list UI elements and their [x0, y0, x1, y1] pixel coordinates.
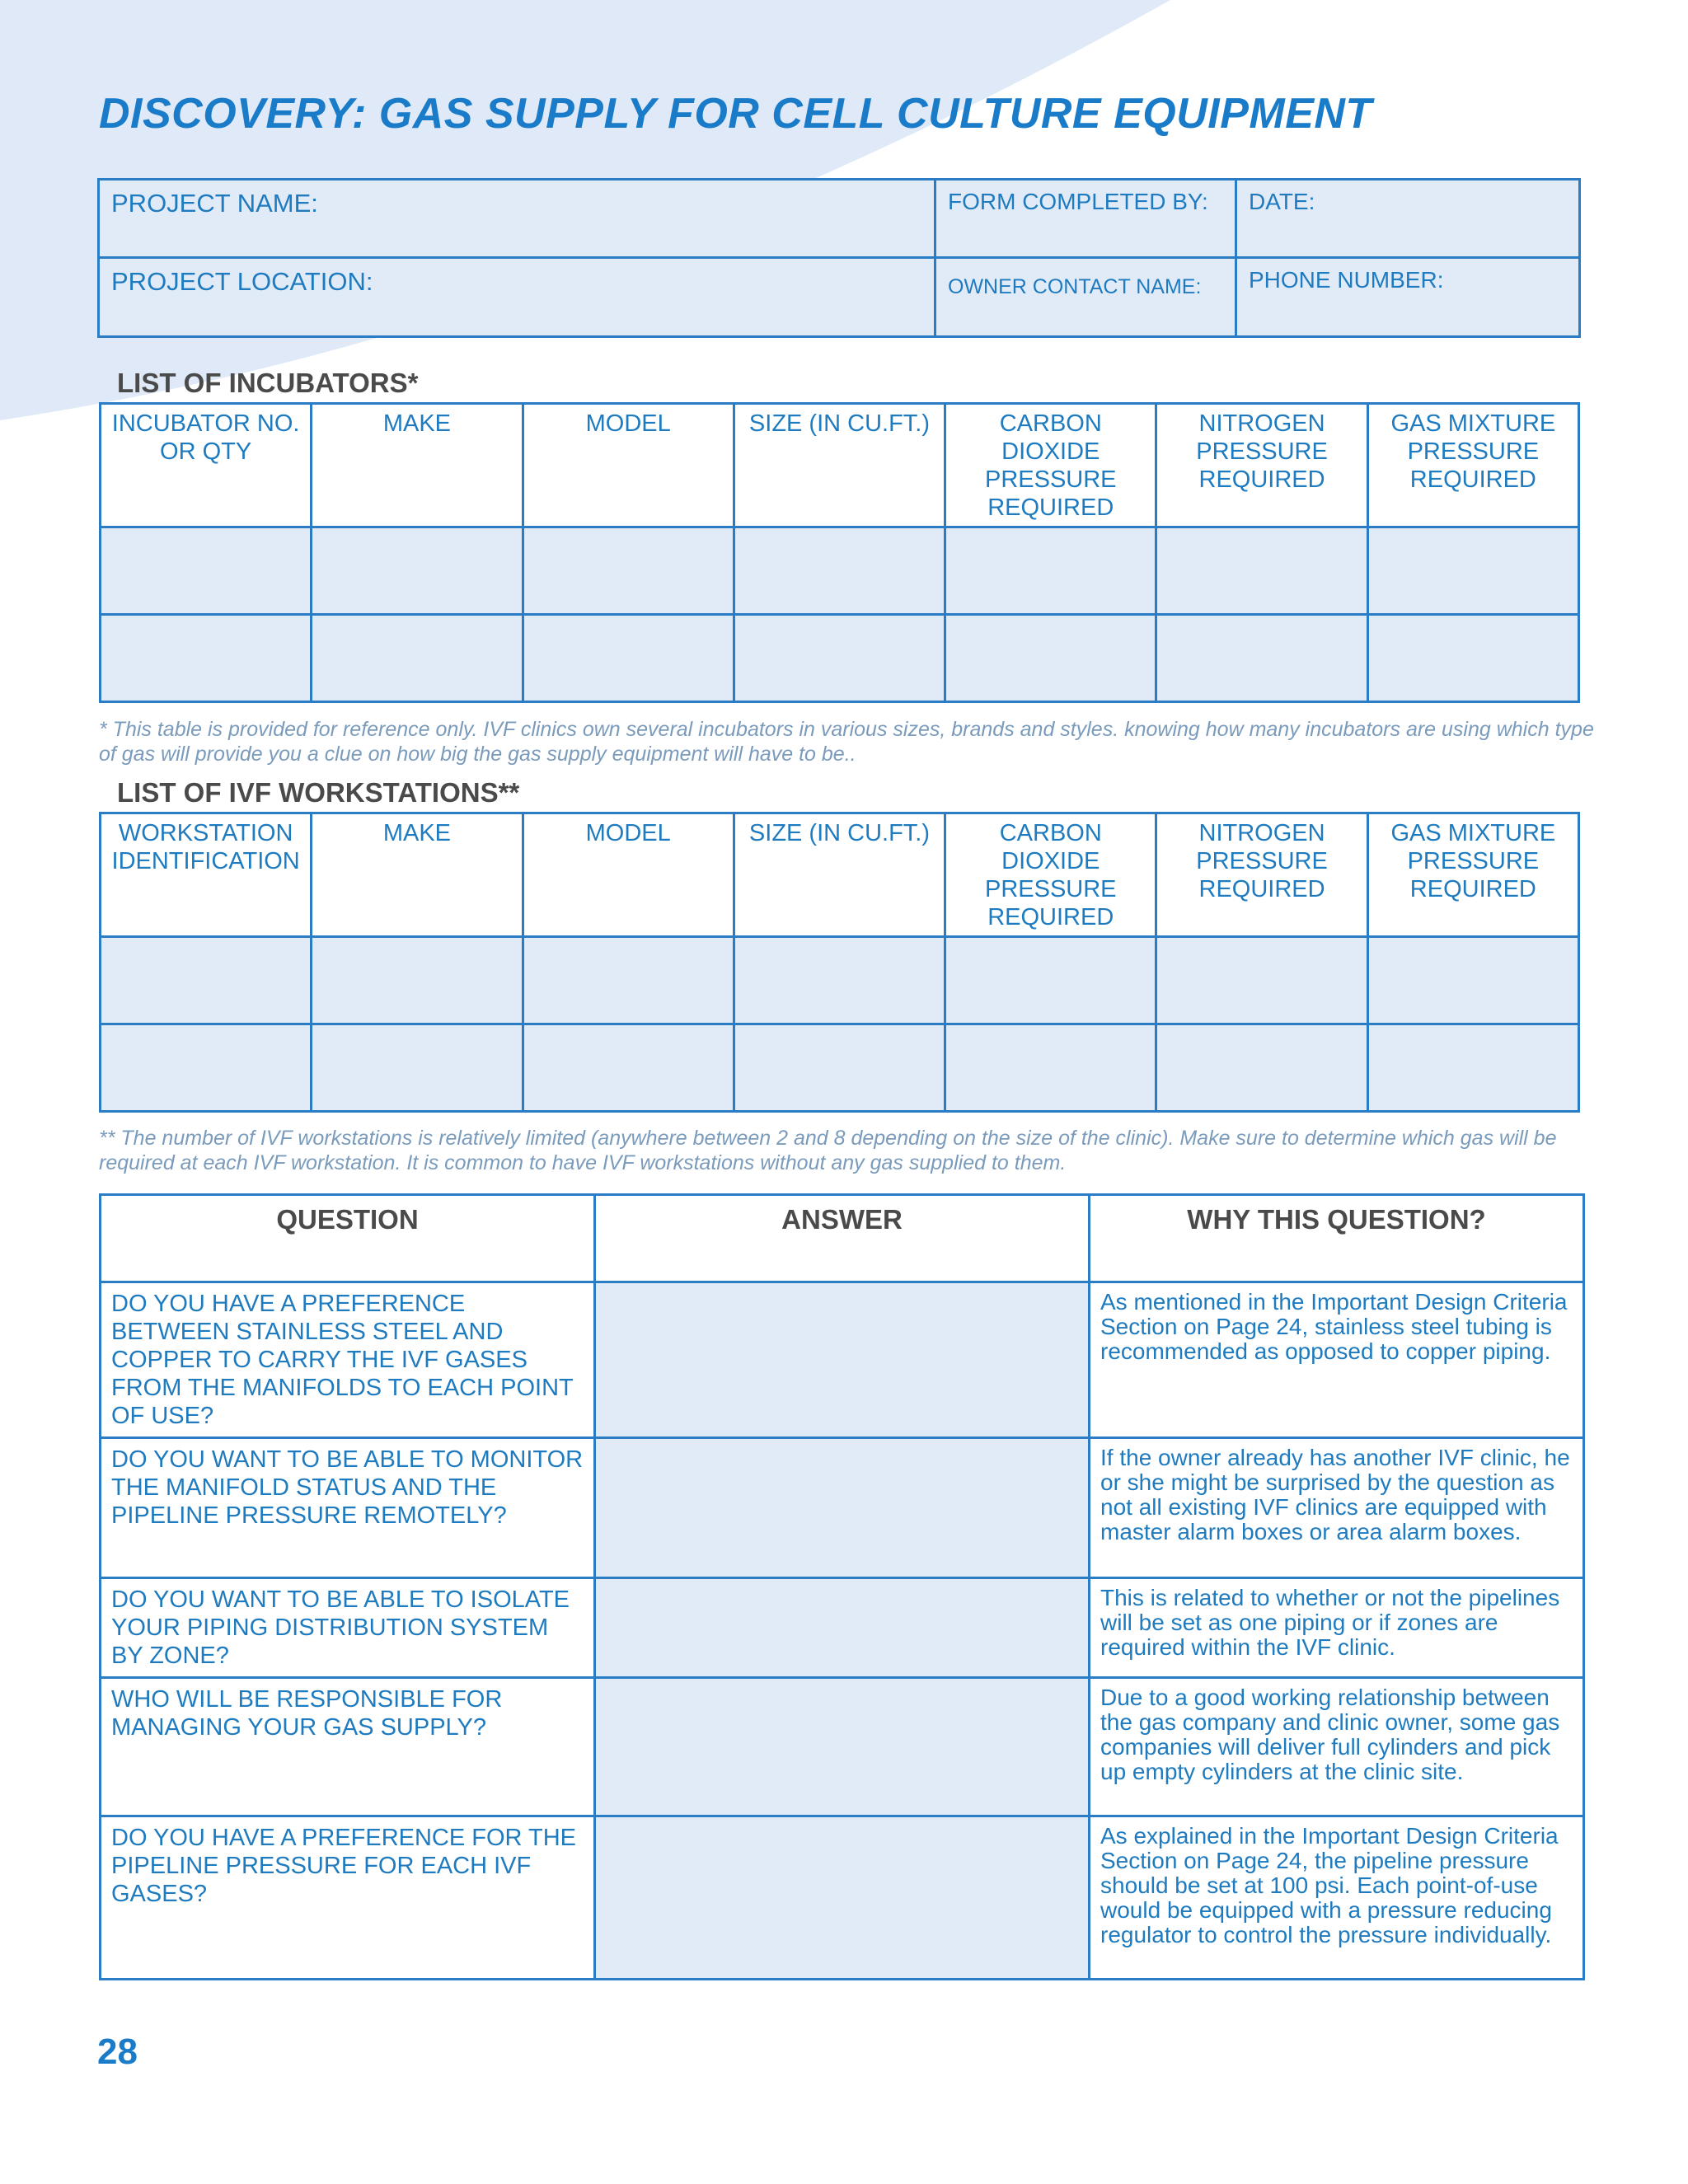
page-number: 28	[97, 2032, 138, 2072]
why-text: This is related to whether or not the pipelines will be set as one piping or if zones are required within the IVF clinic.	[1090, 1578, 1584, 1678]
table-cell[interactable]	[1367, 615, 1578, 702]
table-cell[interactable]	[734, 1024, 945, 1112]
phone-number-field[interactable]	[1236, 258, 1580, 337]
table-cell[interactable]	[523, 937, 734, 1024]
answer-cell[interactable]	[595, 1282, 1090, 1438]
table-cell[interactable]	[312, 1024, 523, 1112]
form-completed-by-field[interactable]	[935, 180, 1236, 258]
table-cell[interactable]	[523, 615, 734, 702]
table-cell[interactable]	[945, 937, 1156, 1024]
why-header: WHY THIS QUESTION?	[1090, 1195, 1584, 1282]
date-label: DATE:	[1249, 189, 1315, 214]
table-cell[interactable]	[734, 527, 945, 615]
column-header: MODEL	[523, 404, 734, 527]
table-cell[interactable]	[101, 615, 312, 702]
table-cell[interactable]	[101, 527, 312, 615]
answer-header: ANSWER	[595, 1195, 1090, 1282]
question-text: DO YOU WANT TO BE ABLE TO ISOLATE YOUR PIPING DISTRIBUTION SYSTEM BY ZONE?	[101, 1578, 595, 1678]
date-field[interactable]	[1236, 180, 1580, 258]
table-cell[interactable]	[945, 1024, 1156, 1112]
table-cell[interactable]	[523, 527, 734, 615]
table-cell[interactable]	[945, 527, 1156, 615]
column-header: GAS MIXTURE PRESSURE REQUIRED	[1367, 813, 1578, 937]
table-cell[interactable]	[1156, 615, 1367, 702]
table-cell[interactable]	[312, 615, 523, 702]
incubators-heading: LIST OF INCUBATORS*	[117, 368, 419, 398]
column-header: SIZE (IN CU.FT.)	[734, 813, 945, 937]
table-cell[interactable]	[734, 937, 945, 1024]
table-cell[interactable]	[1156, 527, 1367, 615]
column-header: GAS MIXTURE PRESSURE REQUIRED	[1367, 404, 1578, 527]
answer-cell[interactable]	[595, 1438, 1090, 1578]
table-cell[interactable]	[312, 527, 523, 615]
owner-contact-field[interactable]	[935, 258, 1236, 337]
column-header: NITROGEN PRESSURE REQUIRED	[1156, 813, 1367, 937]
why-text: Due to a good working relationship between the gas company and clinic owner, some gas companies will deliver full cylinders and pick up empty cylinders at the clinic site.	[1090, 1678, 1584, 1816]
question-header: QUESTION	[101, 1195, 595, 1282]
table-cell[interactable]	[523, 1024, 734, 1112]
owner-contact-label: OWNER CONTACT NAME:	[948, 275, 1202, 298]
column-header: INCUBATOR NO. OR QTY	[101, 404, 312, 527]
column-header: MAKE	[312, 813, 523, 937]
workstations-note: ** The number of IVF workstations is relatively limited (anywhere between 2 and 8 depending on the size of the clinic). Make sure to determine which gas will be required at each IVF workstation. It is common to have IVF workstations without any gas supplied to them.	[99, 1127, 1557, 1174]
project-info-table	[97, 178, 1581, 338]
column-header: MODEL	[523, 813, 734, 937]
project-location-field[interactable]	[99, 258, 935, 337]
table-cell[interactable]	[1367, 1024, 1578, 1112]
column-header: NITROGEN PRESSURE REQUIRED	[1156, 404, 1367, 527]
project-location-label: PROJECT LOCATION:	[111, 267, 373, 296]
table-cell[interactable]	[1156, 1024, 1367, 1112]
why-text: As explained in the Important Design Criteria Section on Page 24, the pipeline pressure should be set at 100 psi. Each point-of-use would be equipped with a pressure reducing regulator to control the pressure individually.	[1090, 1816, 1584, 1980]
incubators-table	[99, 402, 1580, 703]
column-header: MAKE	[312, 404, 523, 527]
table-cell[interactable]	[945, 615, 1156, 702]
project-name-field[interactable]	[99, 180, 935, 258]
project-name-label: PROJECT NAME:	[111, 189, 318, 218]
question-text: DO YOU WANT TO BE ABLE TO MONITOR THE MANIFOLD STATUS AND THE PIPELINE PRESSURE REMOTELY?	[101, 1438, 595, 1578]
form-completed-by-label: FORM COMPLETED BY:	[948, 189, 1208, 214]
table-cell[interactable]	[1367, 527, 1578, 615]
table-cell[interactable]	[101, 1024, 312, 1112]
workstations-table	[99, 812, 1580, 1113]
workstations-heading: LIST OF IVF WORKSTATIONS**	[117, 777, 520, 808]
question-text: DO YOU HAVE A PREFERENCE FOR THE PIPELINE PRESSURE FOR EACH IVF GASES?	[101, 1816, 595, 1980]
table-cell[interactable]	[1367, 937, 1578, 1024]
incubators-note: * This table is provided for reference only. IVF clinics own several incubators in various sizes, brands and styles. knowing how many incubators are using which type of gas will provide you a clue on how big the gas supply equipment will have to be..	[99, 718, 1594, 766]
question-text: WHO WILL BE RESPONSIBLE FOR MANAGING YOUR GAS SUPPLY?	[101, 1678, 595, 1816]
column-header: SIZE (IN CU.FT.)	[734, 404, 945, 527]
table-cell[interactable]	[101, 937, 312, 1024]
why-text: As mentioned in the Important Design Criteria Section on Page 24, stainless steel tubing is recommended as opposed to copper piping.	[1090, 1282, 1584, 1438]
answer-cell[interactable]	[595, 1678, 1090, 1816]
table-cell[interactable]	[734, 615, 945, 702]
page-title: DISCOVERY: GAS SUPPLY FOR CELL CULTURE EQUIPMENT	[99, 90, 1372, 138]
answer-cell[interactable]	[595, 1816, 1090, 1980]
question-table	[99, 1193, 1585, 1980]
why-text: If the owner already has another IVF clinic, he or she might be surprised by the question as not all existing IVF clinics are equipped with master alarm boxes or area alarm boxes.	[1090, 1438, 1584, 1578]
table-cell[interactable]	[312, 937, 523, 1024]
column-header: WORKSTATION IDENTIFICATION	[101, 813, 312, 937]
column-header: CARBON DIOXIDE PRESSURE REQUIRED	[945, 404, 1156, 527]
phone-number-label: PHONE NUMBER:	[1249, 267, 1444, 293]
table-cell[interactable]	[1156, 937, 1367, 1024]
answer-cell[interactable]	[595, 1578, 1090, 1678]
question-text: DO YOU HAVE A PREFERENCE BETWEEN STAINLESS STEEL AND COPPER TO CARRY THE IVF GASES FROM THE MANIFOLDS TO EACH POINT OF USE?	[101, 1282, 595, 1438]
column-header: CARBON DIOXIDE PRESSURE REQUIRED	[945, 813, 1156, 937]
